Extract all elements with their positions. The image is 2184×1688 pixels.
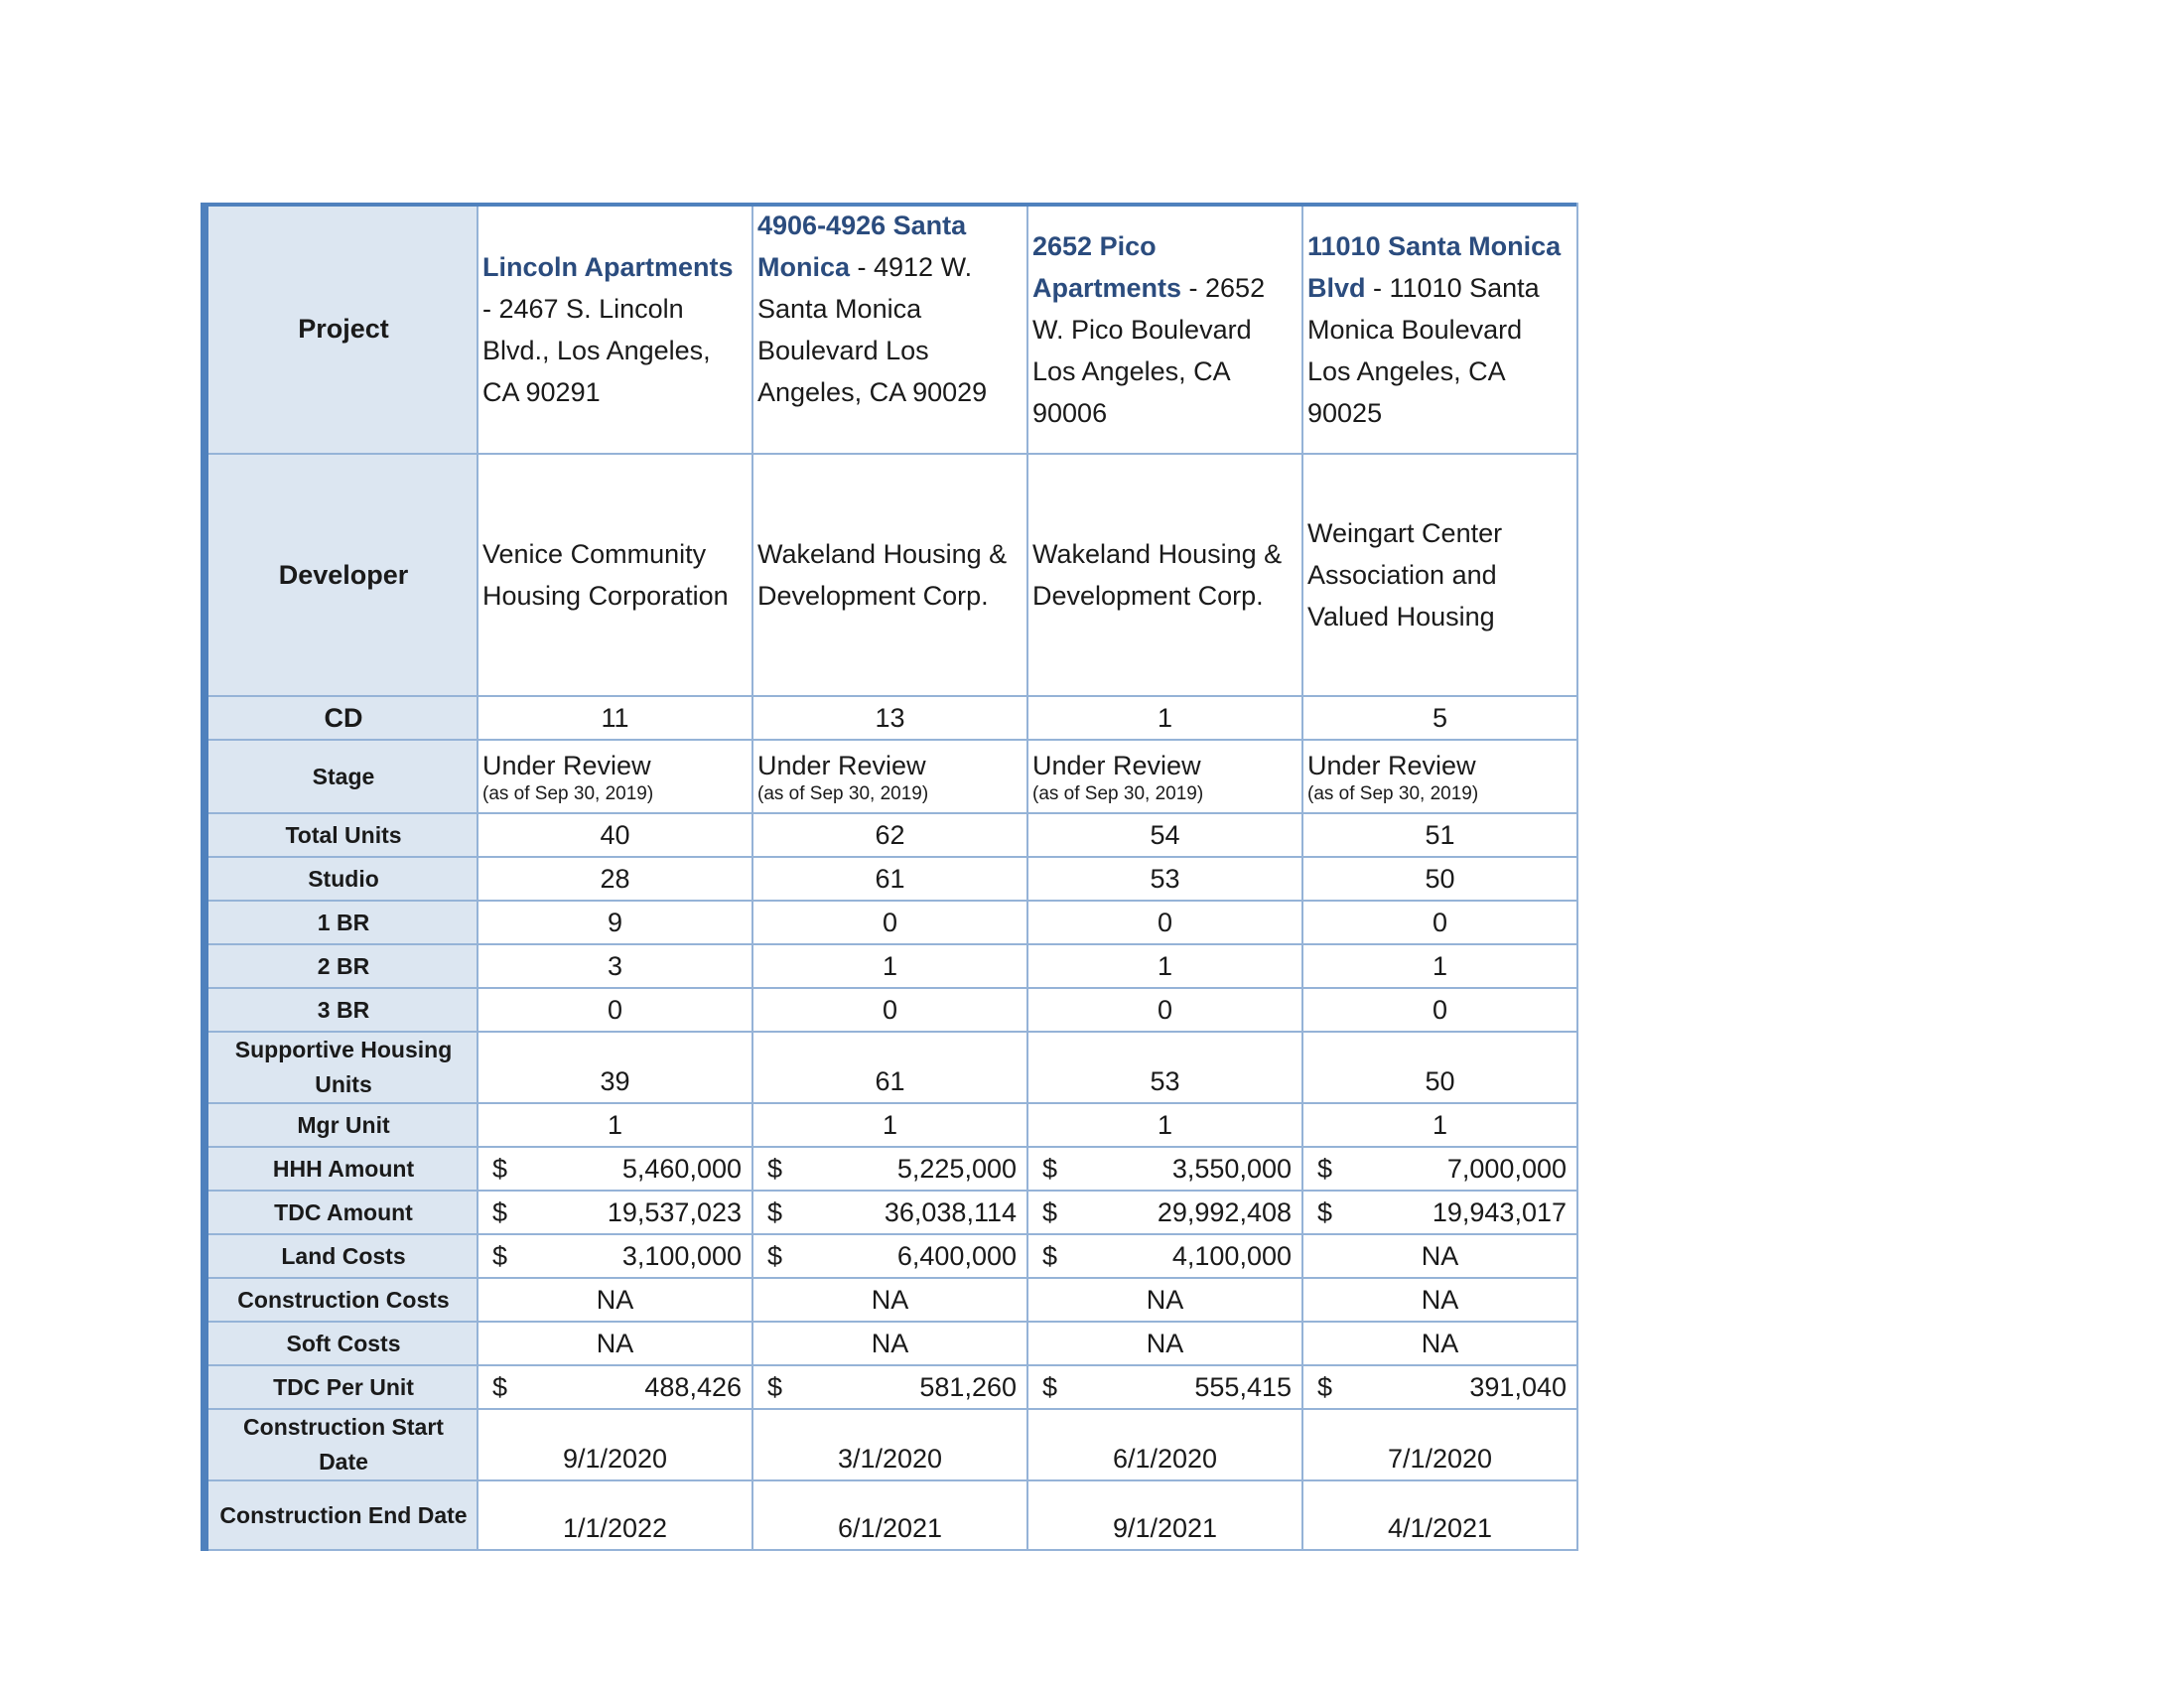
cd-cell: 11 bbox=[478, 696, 752, 740]
row-header-studio: Studio bbox=[202, 857, 478, 901]
amount: 4,100,000 bbox=[1171, 1241, 1292, 1271]
row-header-cd: CD bbox=[202, 696, 478, 740]
row-header-construction-end: Construction End Date bbox=[202, 1480, 478, 1550]
row-header-construction-costs: Construction Costs bbox=[202, 1278, 478, 1322]
row-header-2br: 2 BR bbox=[202, 944, 478, 988]
currency-symbol: $ bbox=[1042, 1197, 1058, 1227]
studio-cell: 50 bbox=[1302, 857, 1577, 901]
row-header-total-units: Total Units bbox=[202, 813, 478, 857]
row-cd bbox=[202, 696, 1577, 740]
row-construction-costs bbox=[202, 1278, 1577, 1322]
br2-cell: 1 bbox=[1027, 944, 1302, 988]
row-studio bbox=[202, 857, 1577, 901]
construction-cell: NA bbox=[1302, 1278, 1577, 1322]
row-soft-costs bbox=[202, 1322, 1577, 1365]
amount: 488,426 bbox=[644, 1372, 742, 1402]
start-date-cell: 6/1/2020 bbox=[1027, 1409, 1302, 1480]
stage-cell bbox=[752, 740, 1027, 813]
developer-cell: Venice Community Housing Corporation bbox=[478, 454, 752, 696]
land-cell: NA bbox=[1302, 1234, 1577, 1278]
hhh-cell bbox=[478, 1147, 752, 1191]
currency-symbol: $ bbox=[1317, 1197, 1333, 1227]
start-date-cell: 3/1/2020 bbox=[752, 1409, 1027, 1480]
row-header-1br: 1 BR bbox=[202, 901, 478, 944]
row-hhh-amount bbox=[202, 1147, 1577, 1191]
stage-cell bbox=[1027, 740, 1302, 813]
stage-date: (as of Sep 30, 2019) bbox=[757, 783, 929, 804]
stage-date: (as of Sep 30, 2019) bbox=[1032, 783, 1204, 804]
currency-symbol: $ bbox=[767, 1241, 783, 1271]
project-cell bbox=[1027, 204, 1302, 454]
br2-cell: 3 bbox=[478, 944, 752, 988]
currency-symbol: $ bbox=[1317, 1154, 1333, 1184]
row-mgr-unit bbox=[202, 1103, 1577, 1147]
row-tdc-per-unit bbox=[202, 1365, 1577, 1409]
soft-cell: NA bbox=[1302, 1322, 1577, 1365]
row-total-units bbox=[202, 813, 1577, 857]
tdc-per-unit-cell bbox=[478, 1365, 752, 1409]
row-supportive-housing bbox=[202, 1032, 1577, 1103]
stage-status: Under Review bbox=[1307, 751, 1476, 780]
row-tdc-amount bbox=[202, 1191, 1577, 1234]
start-date-cell: 7/1/2020 bbox=[1302, 1409, 1577, 1480]
currency-symbol: $ bbox=[492, 1372, 508, 1402]
row-header-hhh-amount: HHH Amount bbox=[202, 1147, 478, 1191]
currency-symbol: $ bbox=[767, 1197, 783, 1227]
tdc-per-unit-cell bbox=[752, 1365, 1027, 1409]
currency-symbol: $ bbox=[492, 1241, 508, 1271]
total-units-cell: 51 bbox=[1302, 813, 1577, 857]
row-2br bbox=[202, 944, 1577, 988]
project-cell bbox=[478, 204, 752, 454]
amount: 5,460,000 bbox=[621, 1154, 742, 1184]
br1-cell: 9 bbox=[478, 901, 752, 944]
soft-cell: NA bbox=[1027, 1322, 1302, 1365]
row-1br bbox=[202, 901, 1577, 944]
stage-status: Under Review bbox=[1032, 751, 1201, 780]
br1-cell: 0 bbox=[1027, 901, 1302, 944]
mgr-cell: 1 bbox=[752, 1103, 1027, 1147]
studio-cell: 53 bbox=[1027, 857, 1302, 901]
construction-cell: NA bbox=[1027, 1278, 1302, 1322]
currency-symbol: $ bbox=[492, 1154, 508, 1184]
hhh-cell bbox=[1302, 1147, 1577, 1191]
end-date-cell: 4/1/2021 bbox=[1302, 1480, 1577, 1550]
project-cell bbox=[1302, 204, 1577, 454]
currency-symbol: $ bbox=[1042, 1372, 1058, 1402]
project-address: - 11010 Santa Monica Boulevard Los Angeles, CA 90025 bbox=[1307, 273, 1540, 428]
project-summary-table bbox=[201, 203, 1578, 1551]
supportive-cell: 61 bbox=[752, 1032, 1027, 1103]
end-date-cell: 6/1/2021 bbox=[752, 1480, 1027, 1550]
total-units-cell: 40 bbox=[478, 813, 752, 857]
currency-symbol: $ bbox=[1042, 1241, 1058, 1271]
currency-symbol: $ bbox=[767, 1372, 783, 1402]
stage-status: Under Review bbox=[757, 751, 926, 780]
project-name: 2652 Pico Apartments bbox=[1032, 231, 1182, 303]
amount: 29,992,408 bbox=[1157, 1197, 1292, 1227]
tdc-cell bbox=[1027, 1191, 1302, 1234]
row-construction-end bbox=[202, 1480, 1577, 1550]
br1-cell: 0 bbox=[752, 901, 1027, 944]
stage-date: (as of Sep 30, 2019) bbox=[482, 783, 654, 804]
total-units-cell: 54 bbox=[1027, 813, 1302, 857]
project-address: - 2652 W. Pico Boulevard Los Angeles, CA 90006 bbox=[1032, 273, 1266, 428]
currency-symbol: $ bbox=[1042, 1154, 1058, 1184]
amount: 3,550,000 bbox=[1171, 1154, 1292, 1184]
project-name: 11010 Santa Monica Blvd bbox=[1307, 231, 1562, 303]
developer-cell: Wakeland Housing & Development Corp. bbox=[1027, 454, 1302, 696]
br2-cell: 1 bbox=[752, 944, 1027, 988]
row-header-supportive-housing: Supportive Housing Units bbox=[202, 1032, 478, 1103]
row-header-land-costs: Land Costs bbox=[202, 1234, 478, 1278]
soft-cell: NA bbox=[752, 1322, 1027, 1365]
br2-cell: 1 bbox=[1302, 944, 1577, 988]
currency-symbol: $ bbox=[492, 1197, 508, 1227]
soft-cell: NA bbox=[478, 1322, 752, 1365]
mgr-cell: 1 bbox=[1302, 1103, 1577, 1147]
project-cell bbox=[752, 204, 1027, 454]
row-header-construction-start: Construction Start Date bbox=[202, 1409, 478, 1480]
row-header-mgr-unit: Mgr Unit bbox=[202, 1103, 478, 1147]
land-cell bbox=[752, 1234, 1027, 1278]
row-header-soft-costs: Soft Costs bbox=[202, 1322, 478, 1365]
project-address: - 4912 W. Santa Monica Boulevard Los Angeles, CA 90029 bbox=[757, 252, 988, 407]
stage-status: Under Review bbox=[482, 751, 651, 780]
row-header-tdc-per-unit: TDC Per Unit bbox=[202, 1365, 478, 1409]
br1-cell: 0 bbox=[1302, 901, 1577, 944]
amount: 555,415 bbox=[1194, 1372, 1292, 1402]
studio-cell: 28 bbox=[478, 857, 752, 901]
stage-date: (as of Sep 30, 2019) bbox=[1307, 783, 1479, 804]
amount: 581,260 bbox=[919, 1372, 1017, 1402]
tdc-per-unit-cell bbox=[1027, 1365, 1302, 1409]
cd-cell: 13 bbox=[752, 696, 1027, 740]
cd-cell: 1 bbox=[1027, 696, 1302, 740]
construction-cell: NA bbox=[752, 1278, 1027, 1322]
project-name: 4906-4926 Santa Monica bbox=[757, 211, 967, 282]
developer-cell: Wakeland Housing & Development Corp. bbox=[752, 454, 1027, 696]
construction-cell: NA bbox=[478, 1278, 752, 1322]
row-header-stage: Stage bbox=[202, 740, 478, 813]
end-date-cell: 9/1/2021 bbox=[1027, 1480, 1302, 1550]
row-3br bbox=[202, 988, 1577, 1032]
hhh-cell bbox=[1027, 1147, 1302, 1191]
amount: 6,400,000 bbox=[896, 1241, 1017, 1271]
row-project bbox=[202, 204, 1577, 454]
tdc-cell bbox=[478, 1191, 752, 1234]
row-stage bbox=[202, 740, 1577, 813]
project-name: Lincoln Apartments bbox=[482, 252, 734, 282]
amount: 36,038,114 bbox=[884, 1197, 1017, 1227]
project-address: - 2467 S. Lincoln Blvd., Los Angeles, CA 90291 bbox=[482, 294, 711, 407]
row-header-3br: 3 BR bbox=[202, 988, 478, 1032]
row-land-costs bbox=[202, 1234, 1577, 1278]
row-construction-start bbox=[202, 1409, 1577, 1480]
row-header-tdc-amount: TDC Amount bbox=[202, 1191, 478, 1234]
row-header-developer: Developer bbox=[202, 454, 478, 696]
br3-cell: 0 bbox=[752, 988, 1027, 1032]
amount: 19,943,017 bbox=[1432, 1197, 1567, 1227]
tdc-cell bbox=[1302, 1191, 1577, 1234]
amount: 391,040 bbox=[1469, 1372, 1567, 1402]
currency-symbol: $ bbox=[1317, 1372, 1333, 1402]
mgr-cell: 1 bbox=[478, 1103, 752, 1147]
row-header-project: Project bbox=[202, 204, 478, 454]
supportive-cell: 53 bbox=[1027, 1032, 1302, 1103]
cd-cell: 5 bbox=[1302, 696, 1577, 740]
stage-cell bbox=[478, 740, 752, 813]
total-units-cell: 62 bbox=[752, 813, 1027, 857]
land-cell bbox=[478, 1234, 752, 1278]
stage-cell bbox=[1302, 740, 1577, 813]
end-date-cell: 1/1/2022 bbox=[478, 1480, 752, 1550]
amount: 19,537,023 bbox=[607, 1197, 742, 1227]
developer-cell: Weingart Center Association and Valued Housing bbox=[1302, 454, 1577, 696]
studio-cell: 61 bbox=[752, 857, 1027, 901]
tdc-cell bbox=[752, 1191, 1027, 1234]
currency-symbol: $ bbox=[767, 1154, 783, 1184]
hhh-cell bbox=[752, 1147, 1027, 1191]
supportive-cell: 50 bbox=[1302, 1032, 1577, 1103]
land-cell bbox=[1027, 1234, 1302, 1278]
br3-cell: 0 bbox=[1302, 988, 1577, 1032]
amount: 5,225,000 bbox=[896, 1154, 1017, 1184]
br3-cell: 0 bbox=[1027, 988, 1302, 1032]
row-developer bbox=[202, 454, 1577, 696]
amount: 3,100,000 bbox=[621, 1241, 742, 1271]
amount: 7,000,000 bbox=[1446, 1154, 1567, 1184]
mgr-cell: 1 bbox=[1027, 1103, 1302, 1147]
supportive-cell: 39 bbox=[478, 1032, 752, 1103]
start-date-cell: 9/1/2020 bbox=[478, 1409, 752, 1480]
br3-cell: 0 bbox=[478, 988, 752, 1032]
project-table-container bbox=[201, 203, 1576, 1551]
tdc-per-unit-cell bbox=[1302, 1365, 1577, 1409]
